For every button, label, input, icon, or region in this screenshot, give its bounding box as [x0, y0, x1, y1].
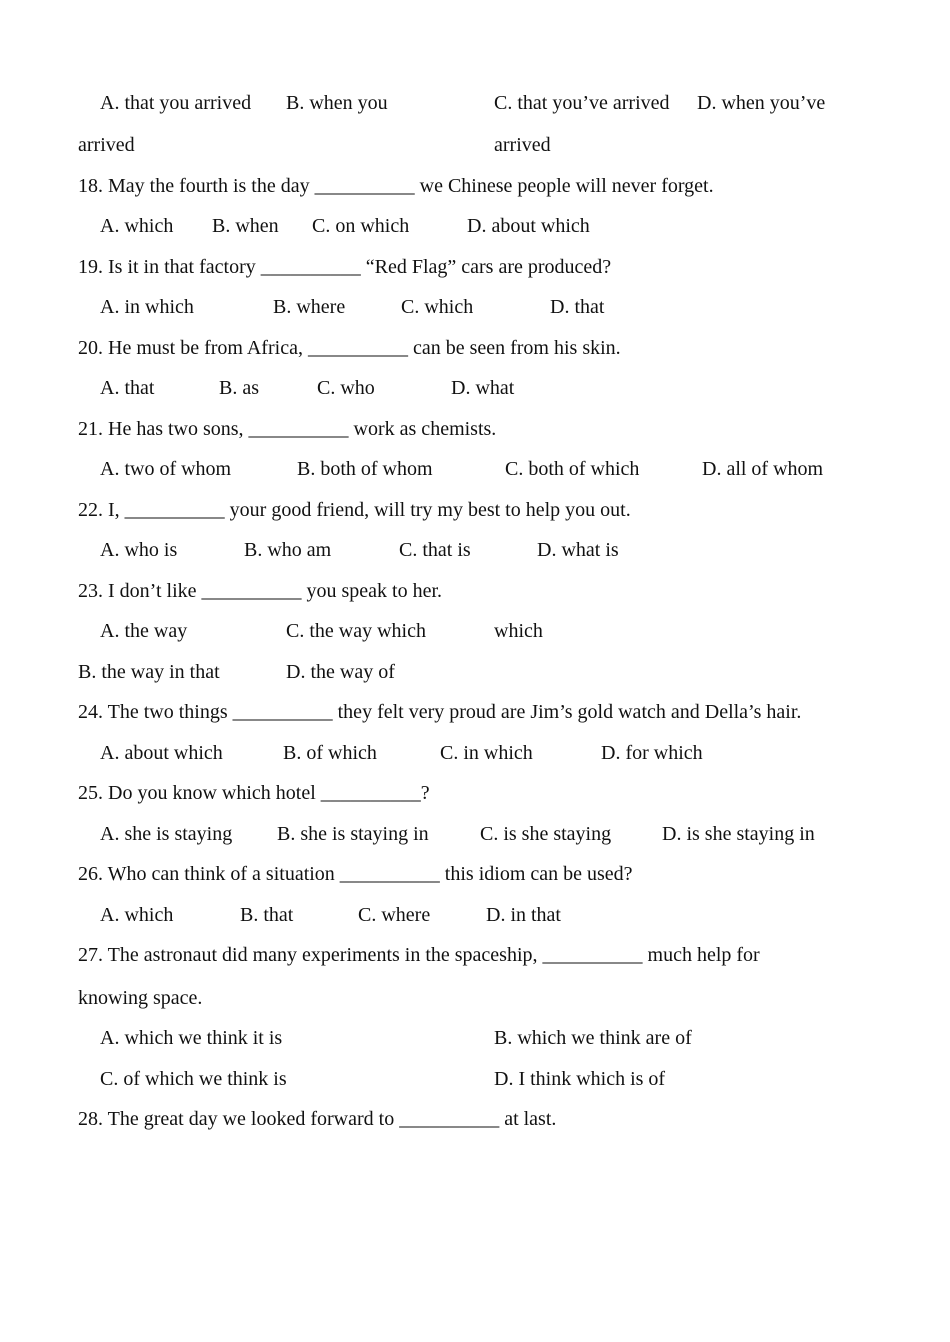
q17-option-a: A. that you arrived: [100, 92, 252, 114]
q20-option-b: B. as: [219, 377, 259, 399]
q24-question: 24. The two things __________ they felt very proud are Jim’s gold watch and Della’s hair.: [78, 701, 802, 723]
q27-question-continued: knowing space.: [78, 987, 203, 1009]
q27-question: 27. The astronaut did many experiments in the spaceship, __________ much help for: [78, 944, 760, 966]
q21-option-b: B. both of whom: [297, 458, 433, 480]
q17-option-d-continued: arrived: [494, 134, 551, 156]
q24-option-c: C. in which: [440, 742, 533, 764]
q18-question: 18. May the fourth is the day __________ we Chinese people will never forget.: [78, 175, 714, 197]
q19-option-a: A. in which: [100, 296, 194, 318]
q19-option-b: B. where: [273, 296, 346, 318]
q23-question: 23. I don’t like __________ you speak to her.: [78, 580, 443, 602]
q20-option-c: C. who: [317, 377, 375, 399]
q25-option-a: A. she is staying: [100, 823, 233, 845]
q18-option-c: C. on which: [312, 215, 410, 237]
q26-question: 26. Who can think of a situation __________ this idiom can be used?: [78, 863, 633, 885]
q27-option-b: B. which we think are of: [494, 1027, 692, 1049]
q25-question: 25. Do you know which hotel __________?: [78, 782, 430, 804]
q19-option-c: C. which: [401, 296, 474, 318]
q23-option-c: C. the way which: [286, 620, 426, 642]
q21-question: 21. He has two sons, __________ work as chemists.: [78, 418, 497, 440]
q21-option-d: D. all of whom: [702, 458, 824, 480]
q19-option-d: D. that: [550, 296, 605, 318]
q26-option-c: C. where: [358, 904, 431, 926]
q27-option-c: C. of which we think is: [100, 1068, 287, 1090]
q20-option-d: D. what: [451, 377, 515, 399]
q17-option-c: C. that you’ve arrived: [494, 92, 670, 114]
q22-option-a: A. who is: [100, 539, 178, 561]
q18-option-b: B. when: [212, 215, 279, 237]
q20-option-a: A. that: [100, 377, 155, 399]
q20-question: 20. He must be from Africa, __________ can be seen from his skin.: [78, 337, 621, 359]
q19-question: 19. Is it in that factory __________ “Red Flag” cars are produced?: [78, 256, 612, 278]
q27-option-d: D. I think which is of: [494, 1068, 666, 1090]
q26-option-b: B. that: [240, 904, 294, 926]
q24-option-d: D. for which: [601, 742, 703, 764]
q22-option-d: D. what is: [537, 539, 619, 561]
q24-option-a: A. about which: [100, 742, 223, 764]
q27-option-a: A. which we think it is: [100, 1027, 283, 1049]
q21-option-c: C. both of which: [505, 458, 640, 480]
q23-option-d: D. the way of: [286, 661, 395, 683]
q25-option-d: D. is she staying in: [662, 823, 815, 845]
q17-option-d: D. when you’ve: [697, 92, 826, 114]
q22-option-b: B. who am: [244, 539, 332, 561]
q24-option-b: B. of which: [283, 742, 377, 764]
q17-option-b: B. when you: [286, 92, 388, 114]
q18-option-d: D. about which: [467, 215, 590, 237]
q26-option-d: D. in that: [486, 904, 561, 926]
q22-option-c: C. that is: [399, 539, 471, 561]
q23-option-c-continued: which: [494, 620, 543, 642]
q25-option-b: B. she is staying in: [277, 823, 429, 845]
q22-question: 22. I, __________ your good friend, will try my best to help you out.: [78, 499, 631, 521]
q23-option-a: A. the way: [100, 620, 188, 642]
q26-option-a: A. which: [100, 904, 174, 926]
q21-option-a: A. two of whom: [100, 458, 232, 480]
q23-option-b: B. the way in that: [78, 661, 220, 683]
q17-option-b-continued: arrived: [78, 134, 135, 156]
q18-option-a: A. which: [100, 215, 174, 237]
q25-option-c: C. is she staying: [480, 823, 612, 845]
q28-question: 28. The great day we looked forward to __________ at last.: [78, 1108, 557, 1130]
